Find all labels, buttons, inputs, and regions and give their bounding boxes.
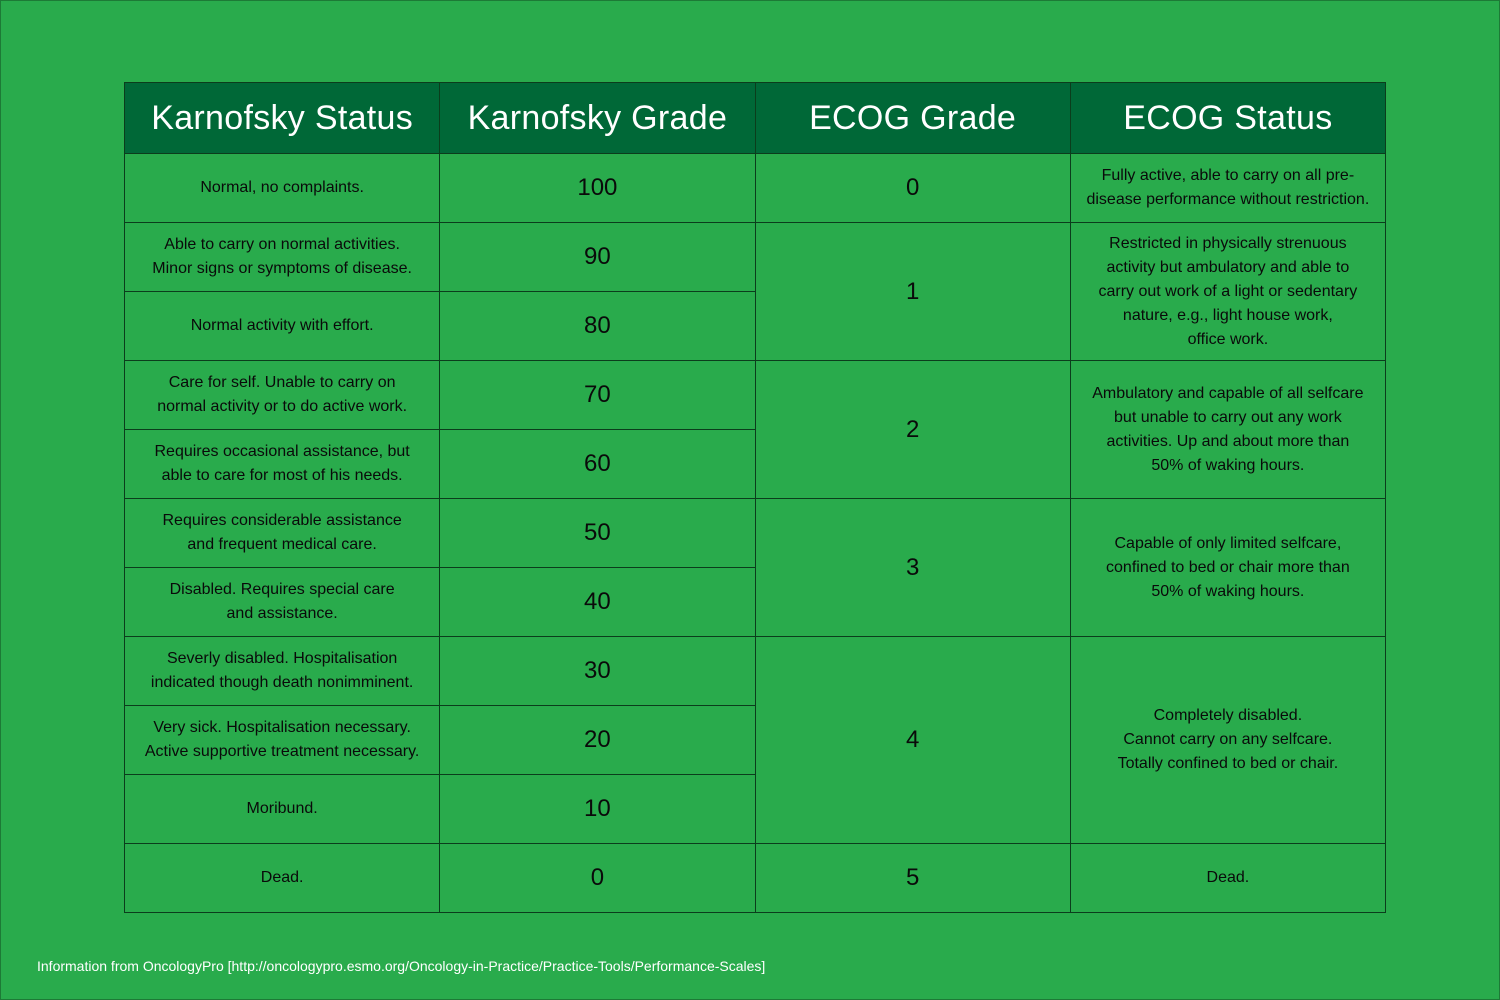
karnofsky-status-cell: Moribund. [125, 775, 440, 844]
karnofsky-grade-cell: 100 [440, 154, 755, 223]
ecog-status-cell: Ambulatory and capable of all selfcare but unable to carry out any work activities. Up and about more than 50% of waking hours. [1070, 361, 1385, 499]
karnofsky-grade-cell: 20 [440, 706, 755, 775]
ecog-grade-cell: 5 [755, 844, 1070, 913]
header-ecog-grade: ECOG Grade [755, 83, 1070, 154]
table-row [125, 223, 1386, 292]
karnofsky-grade-cell: 80 [440, 292, 755, 361]
karnofsky-status-cell: Very sick. Hospitalisation necessary. Active supportive treatment necessary. [125, 706, 440, 775]
ecog-grade-cell: 0 [755, 154, 1070, 223]
karnofsky-status-cell: Severly disabled. Hospitalisation indicated though death nonimminent. [125, 637, 440, 706]
table-row [125, 361, 1386, 430]
karnofsky-grade-cell: 0 [440, 844, 755, 913]
karnofsky-grade-cell: 90 [440, 223, 755, 292]
source-attribution: Information from OncologyPro [http://oncologypro.esmo.org/Oncology-in-Practice/Practice-Tools/Performance-Scales] [37, 958, 766, 974]
ecog-status-cell: Completely disabled. Cannot carry on any selfcare. Totally confined to bed or chair. [1070, 637, 1385, 844]
karnofsky-status-cell: Disabled. Requires special care and assistance. [125, 568, 440, 637]
karnofsky-grade-cell: 40 [440, 568, 755, 637]
ecog-status-cell: Fully active, able to carry on all pre- disease performance without restriction. [1070, 154, 1385, 223]
karnofsky-status-cell: Normal, no complaints. [125, 154, 440, 223]
ecog-status-cell: Dead. [1070, 844, 1385, 913]
karnofsky-grade-cell: 10 [440, 775, 755, 844]
header-ecog-status: ECOG Status [1070, 83, 1385, 154]
karnofsky-status-cell: Normal activity with effort. [125, 292, 440, 361]
header-karnofsky-status: Karnofsky Status [125, 83, 440, 154]
table-row [125, 844, 1386, 913]
ecog-grade-cell: 2 [755, 361, 1070, 499]
karnofsky-grade-cell: 30 [440, 637, 755, 706]
ecog-status-cell: Restricted in physically strenuous activity but ambulatory and able to carry out work of a light or sedentary nature, e.g., light house work, office work. [1070, 223, 1385, 361]
table-row [125, 637, 1386, 706]
performance-scales-table [124, 82, 1386, 913]
karnofsky-status-cell: Requires occasional assistance, but able to care for most of his needs. [125, 430, 440, 499]
ecog-grade-cell: 4 [755, 637, 1070, 844]
karnofsky-status-cell: Requires considerable assistance and frequent medical care. [125, 499, 440, 568]
karnofsky-status-cell: Dead. [125, 844, 440, 913]
ecog-grade-cell: 3 [755, 499, 1070, 637]
karnofsky-grade-cell: 60 [440, 430, 755, 499]
karnofsky-status-cell: Care for self. Unable to carry on normal activity or to do active work. [125, 361, 440, 430]
ecog-status-cell: Capable of only limited selfcare, confined to bed or chair more than 50% of waking hours. [1070, 499, 1385, 637]
karnofsky-grade-cell: 50 [440, 499, 755, 568]
table-row [125, 499, 1386, 568]
ecog-grade-cell: 1 [755, 223, 1070, 361]
karnofsky-grade-cell: 70 [440, 361, 755, 430]
header-karnofsky-grade: Karnofsky Grade [440, 83, 755, 154]
table-row [125, 154, 1386, 223]
header-row [125, 83, 1386, 154]
karnofsky-status-cell: Able to carry on normal activities. Minor signs or symptoms of disease. [125, 223, 440, 292]
